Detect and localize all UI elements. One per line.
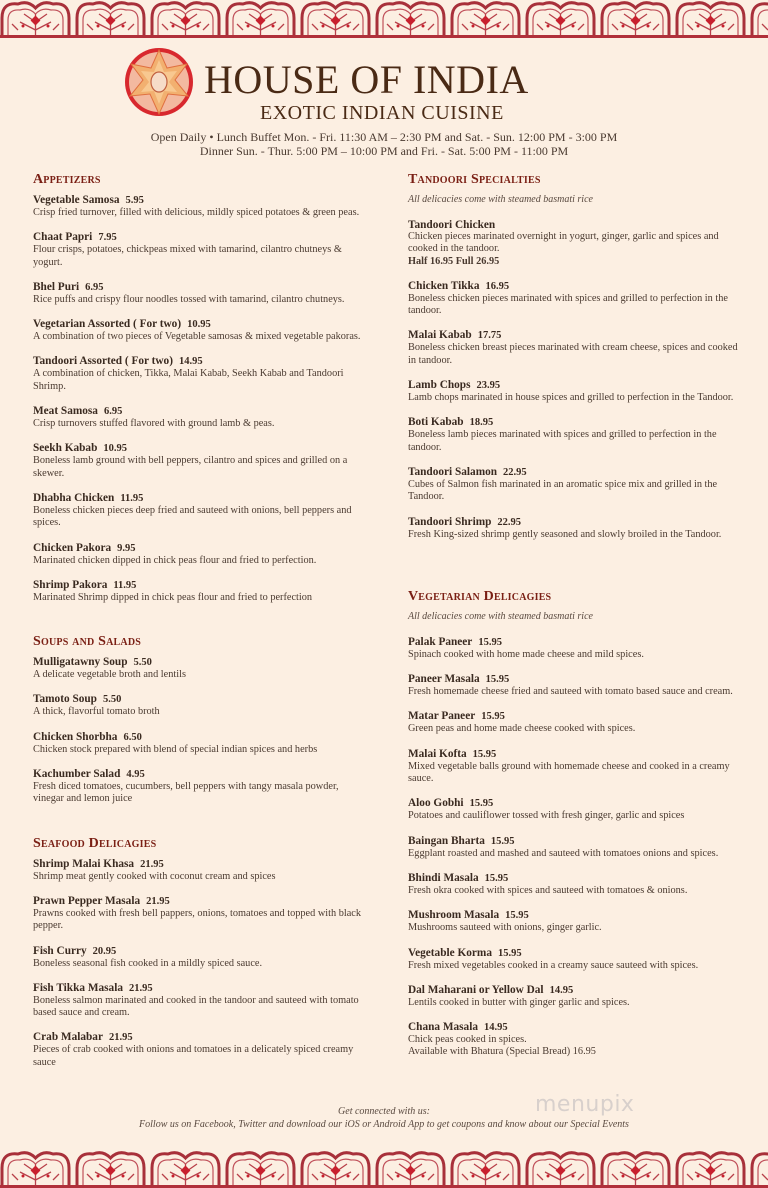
- item-name: Fish Tikka Masala: [33, 981, 123, 994]
- menu-item: [408, 516, 743, 541]
- menu-section: [33, 172, 368, 604]
- menu-item: [408, 748, 743, 786]
- item-name: Paneer Masala: [408, 673, 480, 686]
- item-name-line: [408, 673, 743, 686]
- item-price-options: Half 16.95 Full 26.95: [408, 255, 500, 267]
- item-name: Tamoto Soup: [33, 693, 97, 706]
- item-name-line: [33, 982, 368, 995]
- menu-item: [33, 492, 368, 530]
- menu-item: [33, 1031, 368, 1069]
- menu-item: [33, 579, 368, 604]
- menu-item: [408, 872, 743, 897]
- item-description: Flour crisps, potatoes, chickpeas mixed with tamarind, cilantro chutneys & yogurt.: [33, 244, 342, 268]
- item-name-line: [408, 466, 743, 479]
- menu-item: [33, 982, 368, 1020]
- item-price: 21.95: [108, 1032, 133, 1044]
- item-name: Malai Kofta: [408, 747, 467, 760]
- item-name: Mushroom Masala: [408, 909, 500, 922]
- item-name: Lamb Chops: [408, 379, 471, 392]
- item-name-line: [408, 516, 743, 529]
- item-price: 11.95: [113, 579, 137, 591]
- item-description: Marinated Shrimp dipped in chick peas flour and fried to perfection: [33, 591, 313, 603]
- item-description: Boneless seasonal fish cooked in a mildly spiced sauce.: [33, 957, 263, 969]
- menu-item: [408, 909, 743, 934]
- item-name: Shrimp Pakora: [33, 578, 108, 591]
- item-name-line: [33, 442, 368, 455]
- item-name-line: [408, 872, 743, 885]
- item-name: Prawn Pepper Masala: [33, 894, 141, 907]
- item-name-line: [33, 542, 368, 555]
- item-name-line: [408, 1021, 743, 1034]
- item-description: Rice puffs and crispy flour noodles tossed with tamarind, cilantro chutneys.: [33, 293, 345, 305]
- item-name: Mulligatawny Soup: [33, 656, 128, 669]
- decorative-border-top: [0, 0, 768, 38]
- item-price: 16.95: [485, 280, 510, 292]
- item-description: Cubes of Salmon fish marinated in an aromatic spice mix and grilled in the Tandoor.: [408, 478, 718, 503]
- item-description: Crisp fried turnover, filled with delicious, mildly spiced potatoes & green peas.: [33, 207, 360, 218]
- item-price: 10.95: [103, 443, 127, 455]
- item-price: 15.95: [505, 910, 529, 922]
- item-name: Vegetarian Assorted ( For two): [33, 318, 182, 331]
- restaurant-logo: [122, 46, 196, 118]
- menu-column-right: [408, 172, 743, 1071]
- item-description: Fresh mixed vegetables cooked in a creamy sauce sauteed with spices.: [408, 959, 699, 971]
- item-description: Boneless chicken pieces deep fried and sauteed with onions, bell peppers and spices.: [33, 504, 352, 529]
- item-description: Pieces of crab cooked with onions and tomatoes in a delicately spiced creamy sauce: [33, 1044, 354, 1068]
- menu-item: [33, 656, 368, 681]
- item-name-line: [408, 835, 743, 848]
- menu-item: [408, 1021, 743, 1059]
- menu-section: [408, 172, 743, 541]
- item-name-line: [408, 909, 743, 922]
- item-name-line: [408, 748, 743, 761]
- menu-item: [408, 710, 743, 735]
- item-price: 22.95: [497, 516, 522, 528]
- menu-section: [408, 589, 743, 1059]
- item-name: Meat Samosa: [33, 405, 98, 418]
- menu-item: [33, 281, 368, 306]
- item-price: 15.95: [490, 835, 515, 847]
- footer-heading: Get connected with us:: [338, 1106, 430, 1117]
- menu-item: [33, 231, 368, 269]
- item-description: Fresh okra cooked with spices and sauteed with tomatoes & onions.: [408, 884, 688, 896]
- item-name-line: [408, 710, 743, 723]
- footer-social-text: Follow us on Facebook, Twitter and download our iOS or Android App to get coupons and know about our Special Events: [139, 1119, 629, 1130]
- menu-item: [408, 636, 743, 661]
- item-description: Boneless lamb ground with bell peppers, cilantro and spices and grilled on a skewer.: [33, 455, 348, 479]
- item-name-line: [33, 492, 368, 505]
- item-description: Crisp turnovers stuffed flavored with ground lamb & peas.: [33, 418, 275, 430]
- item-price: 20.95: [92, 945, 117, 957]
- item-name: Baingan Bharta: [408, 834, 485, 847]
- item-description: Boneless salmon marinated and cooked in the tandoor and sauteed with tomato based sauce and cream.: [33, 994, 359, 1019]
- item-price: 14.95: [178, 356, 203, 368]
- menu-item: [33, 693, 368, 718]
- item-name: Boti Kabab: [408, 416, 464, 429]
- item-price: 14.95: [484, 1022, 508, 1034]
- item-price: 15.95: [484, 872, 509, 884]
- item-name-line: [33, 405, 368, 418]
- menu-item: [33, 945, 368, 970]
- menu-item: [408, 280, 743, 318]
- hours-lunch: Open Daily • Lunch Buffet Mon. - Fri. 11:30 AM – 2:30 PM and Sat. - Sun. 12:00 PM - 3:00 PM: [150, 130, 618, 144]
- item-name-line: [408, 219, 743, 231]
- item-price: 21.95: [129, 982, 153, 994]
- item-description: Mixed vegetable balls ground with homemade cheese and cooked in a creamy sauce.: [408, 760, 730, 785]
- menu-column-left: [33, 172, 368, 1081]
- item-name: Aloo Gobhi: [408, 797, 464, 810]
- item-name-line: [408, 329, 743, 342]
- section-title: Soups and Salads: [33, 634, 142, 650]
- menu-item: [33, 731, 368, 756]
- item-price: 7.95: [98, 232, 117, 244]
- item-name: Seekh Kabab: [33, 442, 98, 455]
- item-description: Green peas and home made cheese cooked with spices.: [408, 723, 636, 735]
- item-price: 18.95: [469, 417, 494, 429]
- item-description: Marinated chicken dipped in chick peas flour and fried to perfection.: [33, 554, 317, 566]
- item-name-line: [33, 1031, 368, 1044]
- menu-item: [33, 542, 368, 567]
- item-name: Chicken Tikka: [408, 279, 480, 292]
- item-price: 22.95: [503, 466, 527, 478]
- item-price: 17.75: [477, 330, 502, 342]
- item-description: Chicken stock prepared with blend of special indian spices and herbs: [33, 743, 318, 755]
- item-price: 15.95: [478, 636, 502, 648]
- menu-item: [33, 355, 368, 393]
- item-description: Fresh King-sized shrimp gently seasoned and slowly broiled in the Tandoor.: [408, 528, 722, 540]
- decorative-border-bottom: [0, 1150, 768, 1188]
- item-description: Boneless lamb pieces marinated with spices and grilled to perfection in the tandoor.: [408, 429, 717, 453]
- item-price: 21.95: [140, 858, 164, 870]
- item-name: Bhindi Masala: [408, 871, 479, 884]
- item-description: A delicate vegetable broth and lentils: [33, 669, 186, 681]
- item-description: Boneless chicken breast pieces marinated with cream cheese, spices and cooked in tandoor.: [408, 342, 738, 366]
- item-price: 15.95: [481, 711, 505, 723]
- item-description: Potatoes and cauliflower tossed with fresh ginger, garlic and spices: [408, 810, 685, 822]
- item-price: 15.95: [497, 947, 522, 959]
- menu-item: [408, 797, 743, 822]
- menu-item: [408, 673, 743, 698]
- item-name-line: [33, 945, 368, 958]
- menu-item: [33, 768, 368, 806]
- menu-section: [33, 836, 368, 1069]
- item-price: 15.95: [472, 748, 497, 760]
- menu-item: [33, 858, 368, 883]
- item-description: A thick, flavorful tomato broth: [33, 706, 160, 718]
- item-price: 23.95: [476, 380, 501, 392]
- item-description: Spinach cooked with home made cheese and mild spices.: [408, 648, 644, 660]
- section-note: All delicacies come with steamed basmati rice: [408, 194, 593, 205]
- item-description: Boneless chicken pieces marinated with spices and grilled to perfection in the tandoor.: [408, 292, 728, 317]
- section-note: All delicacies come with steamed basmati rice: [408, 610, 593, 622]
- item-name: Fish Curry: [33, 944, 87, 957]
- item-price: 6.95: [103, 406, 123, 418]
- menu-item: [33, 405, 368, 430]
- item-name: Chana Masala: [408, 1021, 478, 1034]
- item-name-line: [408, 379, 743, 392]
- item-name-line: [33, 231, 368, 244]
- item-name-line: [408, 984, 743, 997]
- item-name: Dal Maharani or Yellow Dal: [408, 983, 544, 996]
- item-price: 11.95: [120, 492, 144, 504]
- item-name: Palak Paneer: [408, 635, 473, 648]
- item-price: 14.95: [549, 984, 574, 996]
- item-name-line: [33, 194, 368, 207]
- restaurant-name: HOUSE OF INDIA: [204, 57, 529, 102]
- item-name: Tandoori Salamon: [408, 465, 498, 478]
- item-note: Available with Bhatura (Special Bread) 16.95: [408, 1046, 596, 1058]
- menu-item: [408, 329, 743, 367]
- item-name-line: [33, 693, 368, 706]
- item-name-line: [33, 318, 368, 331]
- item-price: 15.95: [469, 798, 494, 810]
- item-name: Crab Malabar: [33, 1031, 103, 1044]
- item-name: Matar Paneer: [408, 710, 476, 723]
- item-name: Malai Kabab: [408, 329, 472, 342]
- item-description: A combination of chicken, Tikka, Malai Kabab, Seekh Kabab and Tandoori Shrimp.: [33, 368, 344, 392]
- menu-section: [33, 634, 368, 805]
- item-name: Vegetable Korma: [408, 946, 492, 959]
- item-price: 5.50: [133, 657, 152, 669]
- section-title: Appetizers: [33, 172, 101, 187]
- item-description: Eggplant roasted and mashed and sauteed with tomatoes onions and spices.: [408, 847, 719, 859]
- item-name: Chicken Pakora: [33, 541, 112, 554]
- item-name: Tandoori Chicken: [408, 219, 496, 231]
- item-name-line: [408, 797, 743, 810]
- menu-item: [408, 379, 743, 404]
- watermark: menupix: [535, 1092, 635, 1117]
- item-name: Bhel Puri: [33, 280, 80, 293]
- hours-dinner: Dinner Sun. - Thur. 5:00 PM – 10:00 PM and Fri. - Sat. 5:00 PM - 11:00 PM: [199, 144, 569, 158]
- item-description: Chick peas cooked in spices.: [408, 1034, 527, 1046]
- item-price: 15.95: [485, 674, 510, 686]
- menu-item: [408, 416, 743, 454]
- section-title: Vegetarian Delicagies: [408, 588, 552, 604]
- item-name-line: [33, 281, 368, 294]
- menu-item: [408, 947, 743, 972]
- item-name-line: [33, 731, 368, 744]
- section-title: Tandoori Specialties: [408, 172, 541, 187]
- item-name: Dhabha Chicken: [33, 491, 115, 504]
- item-price: 5.95: [125, 195, 144, 206]
- menu-item: [408, 219, 743, 268]
- item-description: Fresh homemade cheese fried and sauteed with tomato based sauce and cream.: [408, 686, 733, 698]
- item-price: 9.95: [117, 542, 136, 554]
- menu-item: [33, 194, 368, 219]
- item-price: 6.50: [123, 731, 142, 743]
- item-description: Mushrooms sauteed with onions, ginger garlic.: [408, 922, 602, 934]
- item-name: Chaat Papri: [33, 231, 93, 244]
- item-description: Shrimp meat gently cooked with coconut cream and spices: [33, 870, 276, 882]
- item-name: Shrimp Malai Khasa: [33, 857, 135, 870]
- item-price: 6.95: [85, 281, 104, 293]
- item-description: Chicken pieces marinated overnight in yogurt, ginger, garlic and spices and cooked in the tandoor.: [408, 231, 719, 255]
- item-price: 10.95: [187, 319, 211, 331]
- menu-item: [33, 318, 368, 343]
- item-name-line: [408, 416, 743, 429]
- item-description: A combination of two pieces of Vegetable samosas & mixed vegetable pakoras.: [33, 331, 361, 343]
- item-name-line: [33, 579, 368, 592]
- menu-item: [408, 835, 743, 860]
- item-name: Chicken Shorbha: [33, 730, 118, 743]
- menu-item: [33, 895, 368, 933]
- restaurant-tagline: EXOTIC INDIAN CUISINE: [260, 102, 504, 124]
- section-title: Seafood Delicagies: [33, 835, 157, 851]
- item-price: 21.95: [146, 895, 170, 907]
- menu-item: [408, 984, 743, 1009]
- item-name-line: [33, 768, 368, 781]
- item-name-line: [408, 280, 743, 293]
- item-description: Fresh diced tomatoes, cucumbers, bell peppers with tangy masala powder, vinegar and lemon juice: [33, 781, 339, 805]
- item-price: 5.50: [102, 694, 122, 706]
- menu-item: [33, 442, 368, 480]
- item-name-line: [33, 895, 368, 908]
- item-name: Kachumber Salad: [33, 768, 121, 781]
- item-description: Lamb chops marinated in house spices and grilled to perfection in the Tandoor.: [408, 392, 734, 404]
- item-name: Tandoori Shrimp: [408, 515, 492, 528]
- item-name-line: [33, 858, 368, 871]
- item-description: Lentils cooked in butter with ginger garlic and spices.: [408, 996, 630, 1008]
- item-name-line: [408, 636, 743, 649]
- menu-item: [408, 466, 743, 504]
- item-name-line: [408, 947, 743, 960]
- item-description: Prawns cooked with fresh bell pappers, onions, tomatoes and topped with black pepper.: [33, 907, 362, 932]
- item-name: Vegetable Samosa: [33, 194, 120, 206]
- item-name-line: [33, 656, 368, 669]
- item-name-line: [33, 355, 368, 368]
- item-price: 4.95: [126, 769, 145, 781]
- item-name: Tandoori Assorted ( For two): [33, 355, 173, 368]
